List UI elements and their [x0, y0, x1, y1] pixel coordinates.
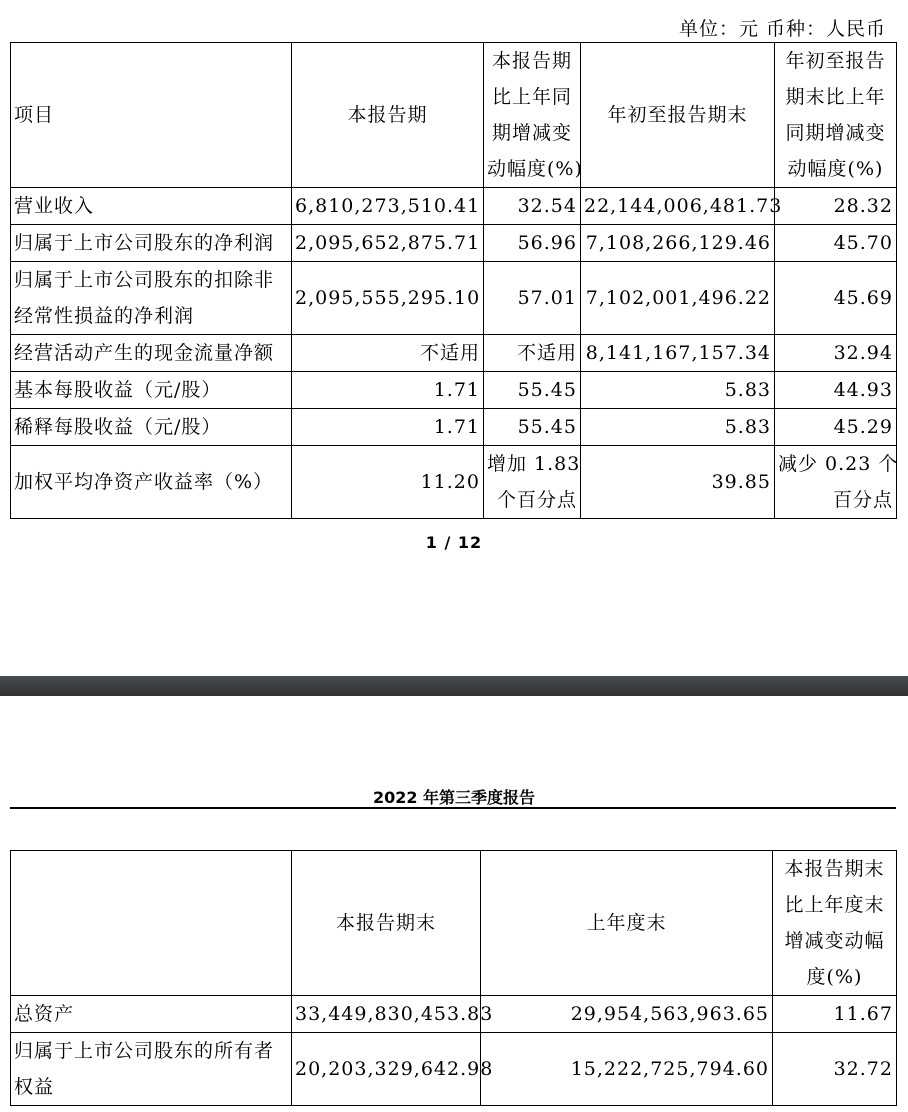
table-row: [11, 996, 897, 1033]
row-ytd: 22,144,006,481.73: [581, 188, 775, 225]
row-item: 归属于上市公司股东的扣除非 经常性损益的净利润: [11, 262, 292, 335]
unit-currency-note: 单位：元 币种：人民币: [678, 18, 886, 40]
row-ytd: 5.83: [581, 409, 775, 446]
table-row: [11, 188, 897, 225]
row-ytd: 39.85: [581, 446, 775, 519]
row-current-change: 增加 1.83 个百分点: [484, 446, 581, 519]
row-current-change: 不适用: [484, 335, 581, 372]
row-ytd-change: 32.94: [775, 335, 897, 372]
row-ytd: 7,102,001,496.22: [581, 262, 775, 335]
header-current-change: 本报告期 比上年同 期增减变 动幅度(%): [484, 43, 581, 188]
row-prior-year-end: 29,954,563,963.65: [481, 996, 773, 1033]
row-item: 基本每股收益（元/股）: [11, 372, 292, 409]
table-row: [11, 372, 897, 409]
report-title: 2022 年第三季度报告: [372, 788, 536, 807]
balance-sheet-summary-table: [10, 850, 897, 1106]
table-row: [11, 262, 897, 335]
row-item: 加权平均净资产收益率（%）: [11, 446, 292, 519]
header-item-empty: [11, 851, 292, 996]
row-current-end: 33,449,830,453.83: [292, 996, 481, 1033]
row-current-end: 20,203,329,642.98: [292, 1033, 481, 1106]
row-ytd-change: 45.69: [775, 262, 897, 335]
title-rule-divider: [10, 807, 896, 809]
table-row: [11, 409, 897, 446]
row-change: 32.72: [773, 1033, 897, 1106]
row-change: 11.67: [773, 996, 897, 1033]
row-item: 营业收入: [11, 188, 292, 225]
row-current: 2,095,555,295.10: [292, 262, 484, 335]
table-row: [11, 335, 897, 372]
row-current-change: 55.45: [484, 409, 581, 446]
table-row: [11, 225, 897, 262]
header-change: 本报告期末 比上年度末 增减变动幅 度(%): [773, 851, 897, 996]
row-ytd: 7,108,266,129.46: [581, 225, 775, 262]
table-header-row: [11, 43, 897, 188]
row-current: 1.71: [292, 409, 484, 446]
row-item: 稀释每股收益（元/股）: [11, 409, 292, 446]
row-item: 归属于上市公司股东的净利润: [11, 225, 292, 262]
row-ytd-change: 45.70: [775, 225, 897, 262]
row-ytd-change: 减少 0.23 个 百分点: [775, 446, 897, 519]
header-ytd: 年初至报告期末: [581, 43, 775, 188]
row-current-change: 55.45: [484, 372, 581, 409]
table-header-row: [11, 851, 897, 996]
row-current-change: 57.01: [484, 262, 581, 335]
row-current: 11.20: [292, 446, 484, 519]
row-current: 1.71: [292, 372, 484, 409]
row-current-change: 32.54: [484, 188, 581, 225]
row-item: 经营活动产生的现金流量净额: [11, 335, 292, 372]
table-row: [11, 1033, 897, 1106]
row-current: 2,095,652,875.71: [292, 225, 484, 262]
row-ytd: 8,141,167,157.34: [581, 335, 775, 372]
row-ytd-change: 44.93: [775, 372, 897, 409]
header-ytd-change: 年初至报告 期末比上年 同期增减变 动幅度(%): [775, 43, 897, 188]
row-current-change: 56.96: [484, 225, 581, 262]
header-current-end: 本报告期末: [292, 851, 481, 996]
key-financial-data-table: [10, 42, 897, 519]
header-current-period: 本报告期: [292, 43, 484, 188]
header-prior-year-end: 上年度末: [481, 851, 773, 996]
table-row: [11, 446, 897, 519]
row-item: 归属于上市公司股东的所有者 权益: [11, 1033, 292, 1106]
row-current: 6,810,273,510.41: [292, 188, 484, 225]
page-number: 1 / 12: [425, 533, 483, 552]
row-ytd-change: 28.32: [775, 188, 897, 225]
row-ytd: 5.83: [581, 372, 775, 409]
page-separator: [0, 676, 908, 696]
row-item: 总资产: [11, 996, 292, 1033]
row-ytd-change: 45.29: [775, 409, 897, 446]
row-current: 不适用: [292, 335, 484, 372]
row-prior-year-end: 15,222,725,794.60: [481, 1033, 773, 1106]
header-item: 项目: [11, 43, 292, 188]
